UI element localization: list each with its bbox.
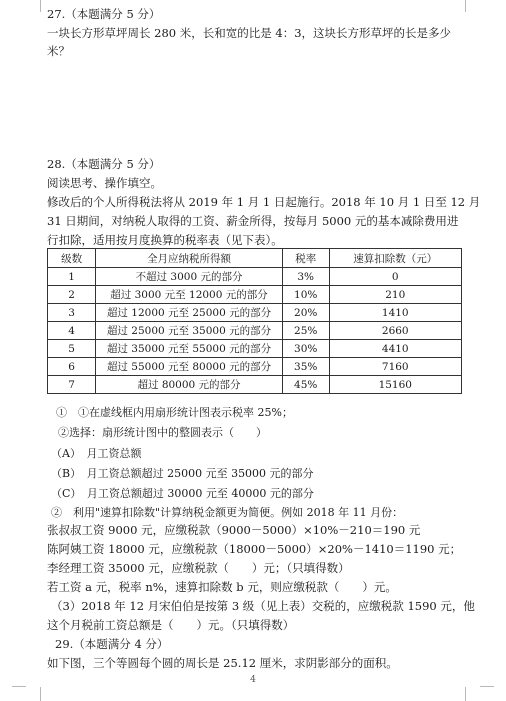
cell-level: 4 <box>48 322 96 340</box>
cell-rate: 10% <box>282 286 329 304</box>
q28-example-3: 李经理工资 35000 元，应缴税款（ ）元；（只填得数） <box>47 561 350 575</box>
table-row <box>48 358 462 376</box>
table-row <box>48 376 462 394</box>
cell-rate: 25% <box>282 322 329 340</box>
cell-deduction: 15160 <box>329 376 461 394</box>
q28-sub2: ② 利用"速算扣除数"计算纳税金额更为简便。例如 2018 年 11 月份： <box>51 506 404 519</box>
cell-deduction: 1410 <box>329 304 461 322</box>
q28-intro: 阅读思考、操作填空。 <box>47 176 162 190</box>
cell-range: 超过 3000 元至 12000 元的部分 <box>96 286 283 304</box>
q28-option-b: （B） 月工资总额超过 25000 元至 35000 元的部分 <box>51 467 314 480</box>
cell-deduction: 2660 <box>329 322 461 340</box>
header-rate: 税率 <box>282 249 329 268</box>
crop-mark-bottom-right-h <box>480 686 494 687</box>
cell-deduction: 4410 <box>329 340 461 358</box>
table-row <box>48 322 462 340</box>
q29-header: 29.（本题满分 4 分） <box>55 637 169 651</box>
q28-option-a: （A） 月工资总额 <box>51 447 142 460</box>
q27-header: 27.（本题满分 5 分） <box>47 7 161 21</box>
cell-level: 7 <box>48 376 96 394</box>
cell-range: 超过 35000 元至 55000 元的部分 <box>96 340 283 358</box>
cell-deduction: 210 <box>329 286 461 304</box>
cell-level: 6 <box>48 358 96 376</box>
cell-level: 3 <box>48 304 96 322</box>
page-number: 4 <box>250 675 256 685</box>
q27-line2: 米？ <box>47 44 70 58</box>
header-deduction: 速算扣除数（元） <box>329 249 461 268</box>
table-header-row <box>48 249 462 268</box>
table-row <box>48 304 462 322</box>
cell-rate: 3% <box>282 268 329 286</box>
crop-mark-bottom-left <box>26 687 41 701</box>
cell-deduction: 0 <box>329 268 461 286</box>
q28-example-4: 若工资 a 元，税率 n%，速算扣除数 b 元，则应缴税款（ ）元。 <box>47 580 397 594</box>
crop-mark-top-right <box>465 0 480 12</box>
q28-sub3: （3）2018 年 12 月宋伯伯是按第 3 级（见上表）交税的，应缴税款 1590 元，他 <box>51 599 475 613</box>
cell-level: 1 <box>48 268 96 286</box>
q28-example-2: 陈阿姨工资 18000 元，应缴税款（18000－5000）×20%－1410＝1190 元； <box>47 542 462 556</box>
cell-range: 超过 80000 元的部分 <box>96 376 283 394</box>
crop-mark-bottom-left-h <box>12 686 26 687</box>
cell-level: 2 <box>48 286 96 304</box>
cell-rate: 30% <box>282 340 329 358</box>
cell-rate: 20% <box>282 304 329 322</box>
q28-option-c: （C） 月工资总额超过 30000 元至 40000 元的部分 <box>51 487 314 500</box>
q27-line1: 一块长方形草坪周长 280 米，长和宽的比是 4：3，这块长方形草坪的长是多少 <box>47 26 452 40</box>
table-row <box>48 340 462 358</box>
cell-deduction: 7160 <box>329 358 461 376</box>
q29-line1: 如下图，三个等圆每个圆的周长是 25.12 厘米，求阴影部分的面积。 <box>47 656 398 670</box>
header-range: 全月应纳税所得额 <box>96 249 283 268</box>
cell-rate: 45% <box>282 376 329 394</box>
cell-range: 超过 55000 元至 80000 元的部分 <box>96 358 283 376</box>
q28-sub1: ① ①在虚线框内用扇形统计图表示税率 25%； <box>56 406 293 419</box>
cell-rate: 35% <box>282 358 329 376</box>
table-row <box>48 268 462 286</box>
crop-mark-top-left <box>26 0 41 12</box>
tax-rate-table <box>47 248 462 394</box>
q28-para1: 修改后的个人所得税法将从 2019 年 1 月 1 日起施行。2018 年 10 月 1 日至 12 月 <box>47 195 481 209</box>
table-row <box>48 286 462 304</box>
header-level: 级数 <box>48 249 96 268</box>
q28-example-1: 张叔叔工资 9000 元，应缴税款（9000－5000）×10%－210＝190 元 <box>47 523 421 537</box>
cell-level: 5 <box>48 340 96 358</box>
q28-sub1b: ②选择：扇形统计图中的整圆表示（ ） <box>58 426 267 439</box>
crop-mark-bottom-right <box>465 687 480 701</box>
q28-sub3b: 这个月税前工资总额是（ ）元。（只填得数） <box>47 618 295 632</box>
q28-para2: 31 日期间，对纳税人取得的工资、薪金所得，按每月 5000 元的基本减除费用进 <box>47 214 459 228</box>
q28-header: 28.（本题满分 5 分） <box>47 157 161 171</box>
cell-range: 不超过 3000 元的部分 <box>96 268 283 286</box>
cell-range: 超过 12000 元至 25000 元的部分 <box>96 304 283 322</box>
cell-range: 超过 25000 元至 35000 元的部分 <box>96 322 283 340</box>
q28-para3: 行扣除，适用按月度换算的税率表（见下表）。 <box>47 233 283 247</box>
